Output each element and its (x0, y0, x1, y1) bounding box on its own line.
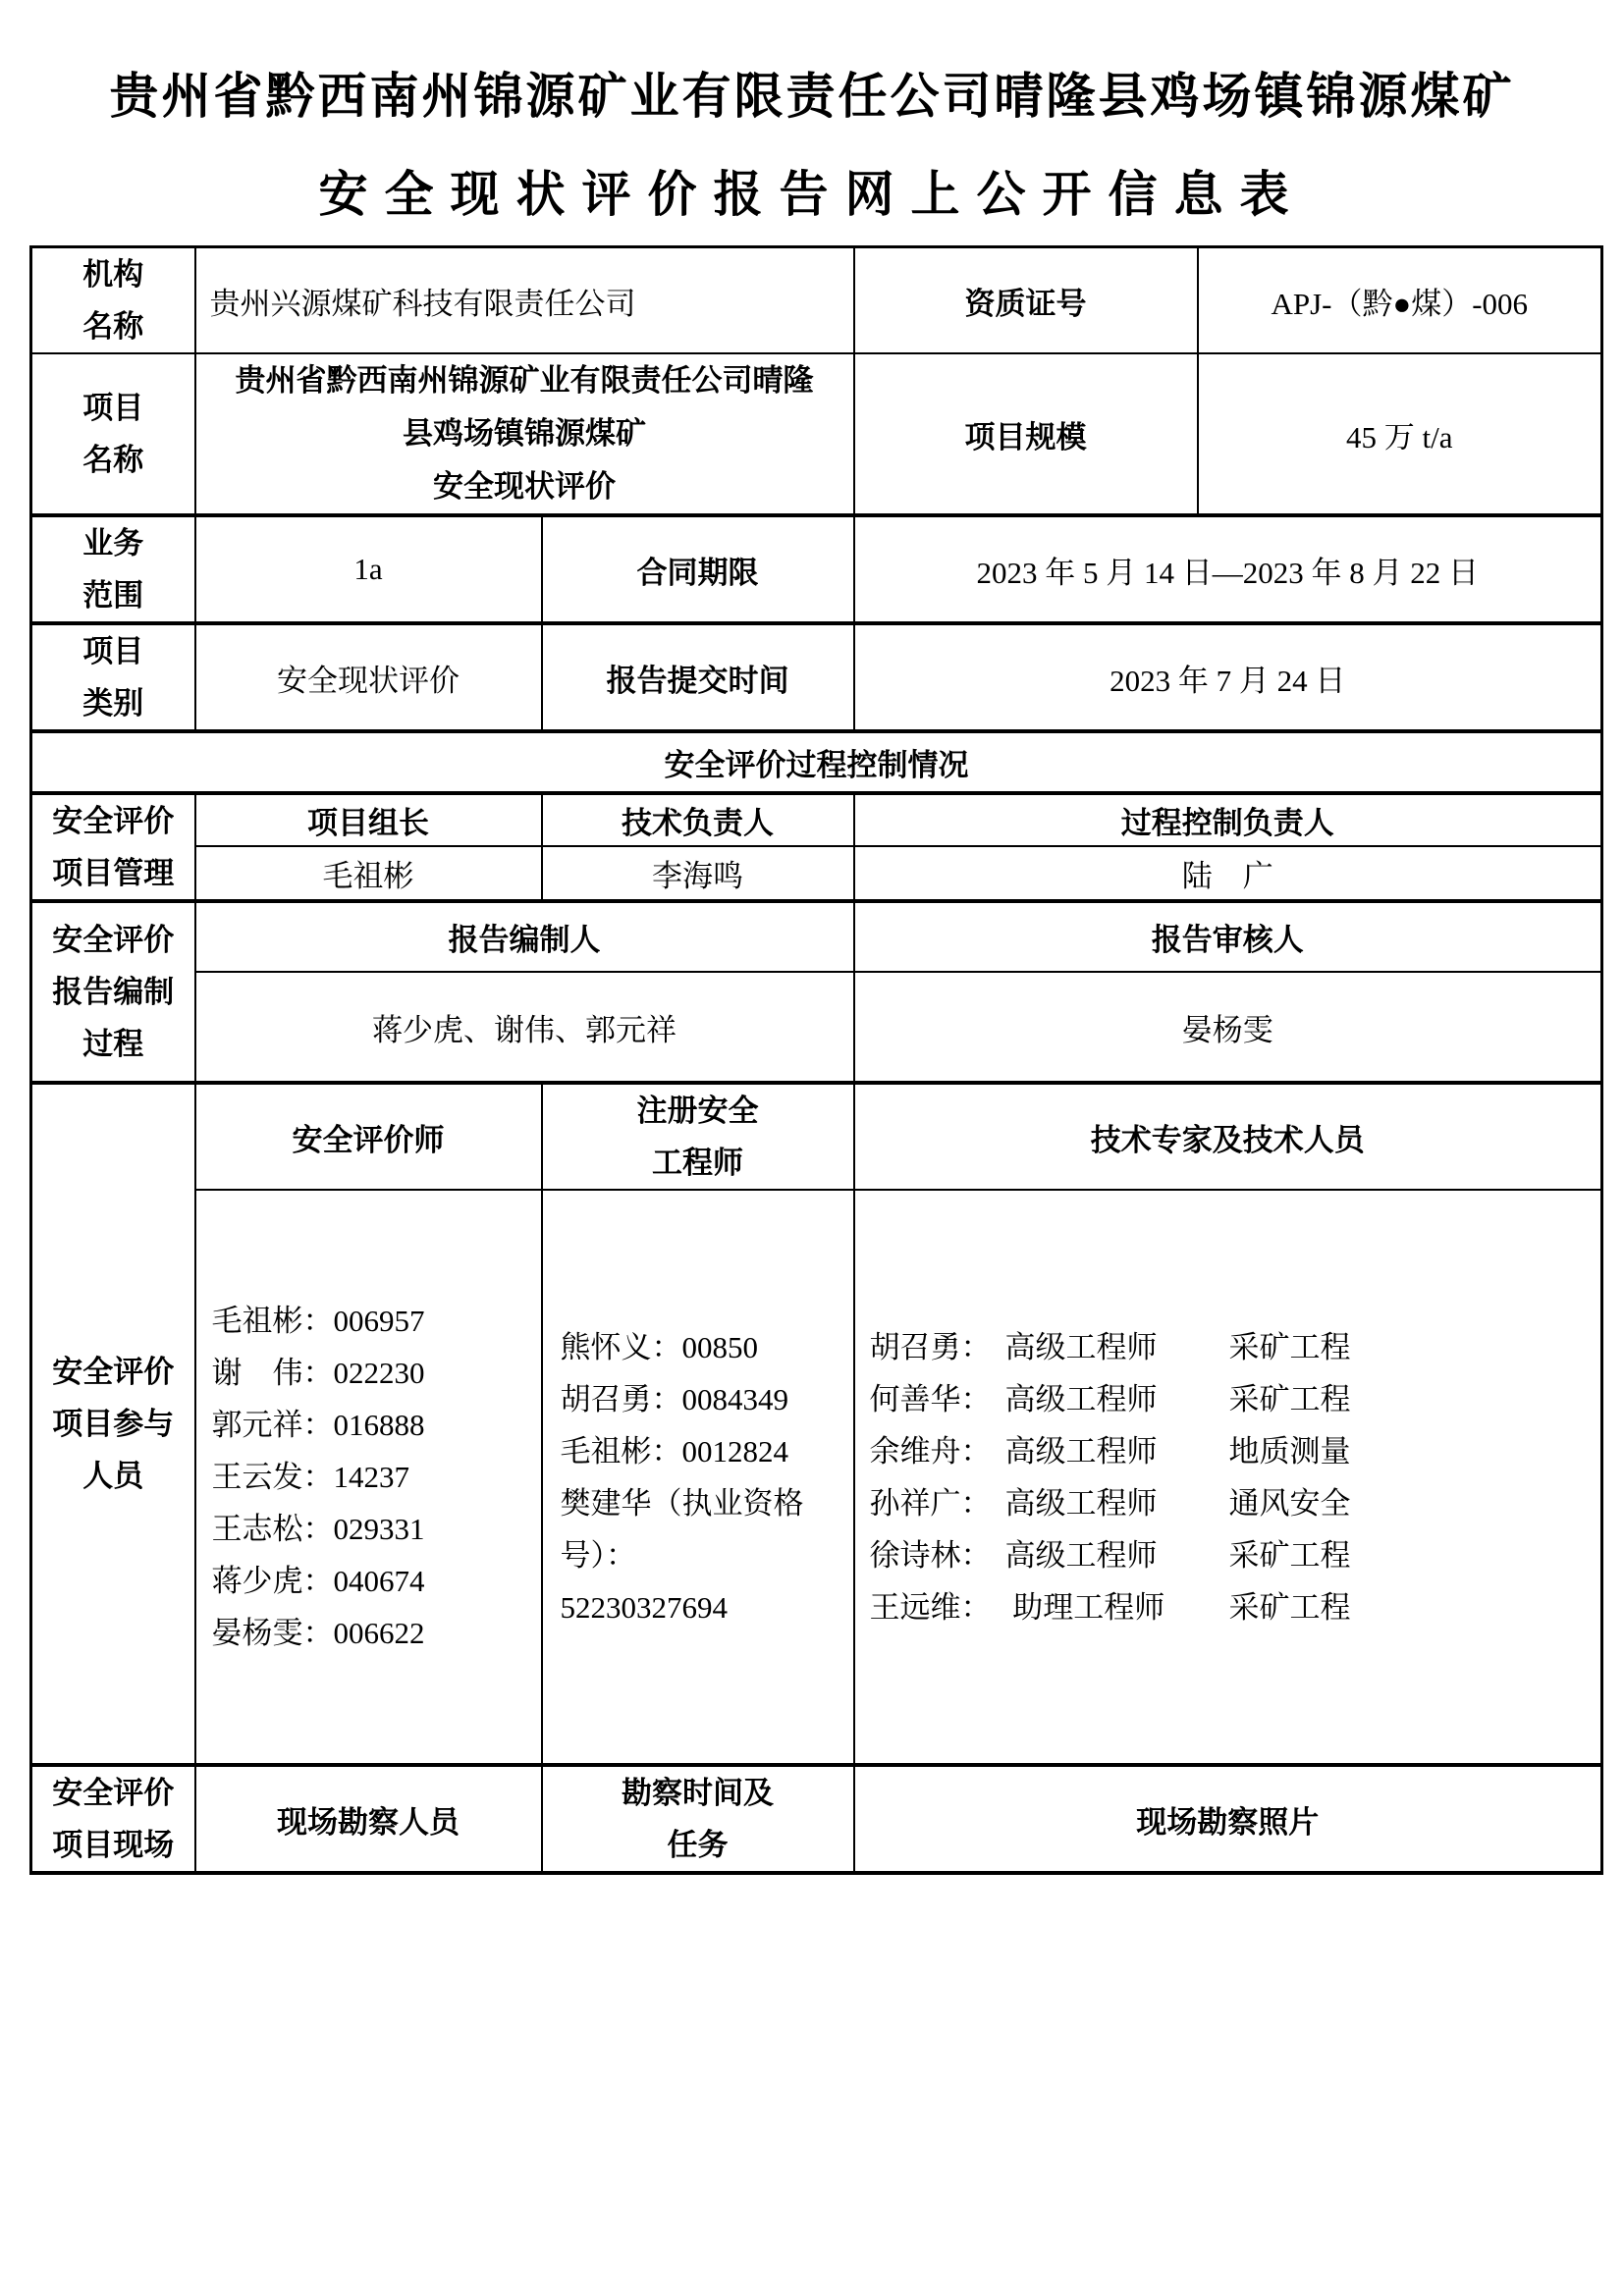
expert-row (870, 1581, 1601, 1633)
row-participants-values (31, 1190, 1602, 1765)
experts-list (854, 1190, 1602, 1765)
report-submit-value: 2023 年 7 月 24 日 (854, 623, 1602, 731)
participants-label (31, 1083, 195, 1765)
cert-no-value: APJ-（黔●煤）-006 (1198, 247, 1602, 354)
team-leader-header: 项目组长 (195, 793, 542, 846)
expert-name: 何善华： (869, 1381, 992, 1416)
business-scope-label-line: 业务 (82, 526, 144, 561)
project-name-label (31, 353, 195, 515)
expert-name: 胡召勇： (869, 1329, 992, 1364)
tech-lead-value: 李海鸣 (542, 846, 854, 901)
expert-title: 高级工程师 (1004, 1537, 1158, 1573)
report-reviewer-header: 报告审核人 (854, 901, 1602, 972)
evaluator-line: 晏杨雯：006622 (211, 1616, 425, 1650)
engineer-line: 樊建华（执业资格号）： (560, 1485, 804, 1573)
report-writer-header: 报告编制人 (195, 901, 854, 972)
participants-label-line: 人员 (82, 1459, 144, 1493)
expert-row (870, 1529, 1601, 1581)
org-name-label (31, 247, 195, 354)
expert-title: 高级工程师 (1004, 1433, 1158, 1468)
evaluator-line: 谢 伟：022230 (211, 1356, 425, 1390)
project-scale-label: 项目规模 (854, 353, 1198, 515)
engineer-line: 毛祖彬：0012824 (560, 1433, 788, 1468)
evaluator-line: 王志松：029331 (211, 1512, 425, 1546)
expert-field: 采矿工程 (1228, 1537, 1351, 1573)
org-name-label-line: 机构 (82, 257, 144, 292)
evaluator-line: 蒋少虎：040674 (211, 1564, 425, 1598)
expert-title: 高级工程师 (1004, 1485, 1158, 1521)
evaluator-line: 毛祖彬：006957 (211, 1304, 425, 1338)
registered-engineer-header-line: 工程师 (652, 1146, 743, 1180)
project-type-label (31, 623, 195, 731)
title-line-1: 贵州省黔西南州锦源矿业有限责任公司晴隆县鸡场镇锦源煤矿 (109, 69, 1515, 124)
process-control-lead-header: 过程控制负责人 (854, 793, 1602, 846)
business-scope-value: 1a (195, 515, 542, 623)
survey-time-task-header-line: 任务 (667, 1828, 729, 1862)
compilation-label-line: 安全评价 (52, 923, 175, 957)
management-label-line: 安全评价 (52, 804, 175, 838)
contract-period-value: 2023 年 5 月 14 日—2023 年 8 月 22 日 (854, 515, 1602, 623)
business-scope-label-line: 范围 (82, 578, 144, 613)
row-org (31, 247, 1602, 354)
expert-name: 徐诗林： (869, 1537, 992, 1573)
expert-name: 孙祥广： (869, 1485, 992, 1521)
engineer-line: 熊怀义：00850 (560, 1329, 758, 1364)
expert-row (870, 1321, 1601, 1373)
experts-header: 技术专家及技术人员 (854, 1083, 1602, 1190)
project-name-value-line: 安全现状评价 (433, 469, 616, 504)
row-compilation-headers (31, 901, 1602, 972)
row-management-values (31, 846, 1602, 901)
process-control-header: 安全评价过程控制情况 (31, 731, 1602, 793)
project-name-value (195, 353, 854, 515)
registered-engineer-header-line: 注册安全 (636, 1094, 759, 1128)
project-type-value: 安全现状评价 (195, 623, 542, 731)
org-name-label-line: 名称 (82, 309, 144, 344)
engineer-line: 52230327694 (560, 1589, 728, 1625)
row-process-header (31, 731, 1602, 793)
site-label-line: 项目现场 (52, 1828, 175, 1862)
expert-title: 高级工程师 (1004, 1381, 1158, 1416)
expert-field: 采矿工程 (1228, 1381, 1351, 1416)
participants-label-line: 安全评价 (52, 1355, 175, 1389)
site-label (31, 1765, 195, 1873)
expert-row (870, 1373, 1601, 1425)
management-label (31, 793, 195, 901)
compilation-label-line: 报告编制 (52, 975, 175, 1009)
participants-label-line: 项目参与 (52, 1407, 175, 1441)
expert-name: 余维舟： (869, 1433, 992, 1468)
row-management-headers (31, 793, 1602, 846)
process-control-lead-value: 陆 广 (854, 846, 1602, 901)
survey-time-task-header-line: 勘察时间及 (622, 1776, 774, 1810)
expert-field: 地质测量 (1228, 1433, 1351, 1468)
expert-title: 助理工程师 (1004, 1589, 1165, 1625)
project-name-value-line: 县鸡场镇锦源煤矿 (403, 416, 646, 451)
engineer-line: 胡召勇：0084349 (560, 1381, 788, 1416)
info-table (29, 245, 1603, 1875)
row-site (31, 1765, 1602, 1873)
row-scope (31, 515, 1602, 623)
site-survey-staff-header: 现场勘察人员 (195, 1765, 542, 1873)
row-participants-headers (31, 1083, 1602, 1190)
compilation-label (31, 901, 195, 1083)
site-label-line: 安全评价 (52, 1776, 175, 1810)
cert-no-label: 资质证号 (854, 247, 1198, 354)
report-writer-value: 蒋少虎、谢伟、郭元祥 (195, 972, 854, 1083)
expert-field: 采矿工程 (1228, 1329, 1351, 1364)
project-name-value-line: 贵州省黔西南州锦源矿业有限责任公司晴隆 (235, 363, 814, 398)
project-scale-value: 45 万 t/a (1198, 353, 1602, 515)
evaluators-header: 安全评价师 (195, 1083, 542, 1190)
management-label-line: 项目管理 (52, 856, 175, 890)
tech-lead-header: 技术负责人 (542, 793, 854, 846)
report-reviewer-value: 晏杨雯 (854, 972, 1602, 1083)
business-scope-label (31, 515, 195, 623)
expert-field: 采矿工程 (1228, 1589, 1351, 1625)
team-leader-value: 毛祖彬 (195, 846, 542, 901)
title-line-2: 安全现状评价报告网上公开信息表 (318, 167, 1306, 222)
expert-row (870, 1477, 1601, 1529)
registered-engineer-header (542, 1083, 854, 1190)
evaluator-line: 王云发：14237 (211, 1460, 409, 1494)
evaluator-line: 郭元祥：016888 (211, 1408, 425, 1442)
row-compilation-values (31, 972, 1602, 1083)
project-name-label-line: 名称 (82, 443, 144, 477)
project-type-label-line: 类别 (82, 686, 144, 721)
survey-time-task-header (542, 1765, 854, 1873)
project-name-label-line: 项目 (82, 391, 144, 425)
evaluators-list (195, 1190, 542, 1765)
row-type (31, 623, 1602, 731)
expert-row (870, 1425, 1601, 1477)
registered-engineers-list (542, 1190, 854, 1765)
site-survey-photos-header: 现场勘察照片 (854, 1765, 1602, 1873)
expert-title: 高级工程师 (1004, 1329, 1158, 1364)
report-submit-label: 报告提交时间 (542, 623, 854, 731)
project-type-label-line: 项目 (82, 634, 144, 668)
contract-period-label: 合同期限 (542, 515, 854, 623)
org-name-value: 贵州兴源煤矿科技有限责任公司 (195, 247, 854, 354)
compilation-label-line: 过程 (82, 1027, 144, 1061)
expert-name: 王远维： (869, 1589, 992, 1625)
row-project (31, 353, 1602, 515)
expert-field: 通风安全 (1228, 1485, 1351, 1521)
document-title (0, 0, 1624, 243)
